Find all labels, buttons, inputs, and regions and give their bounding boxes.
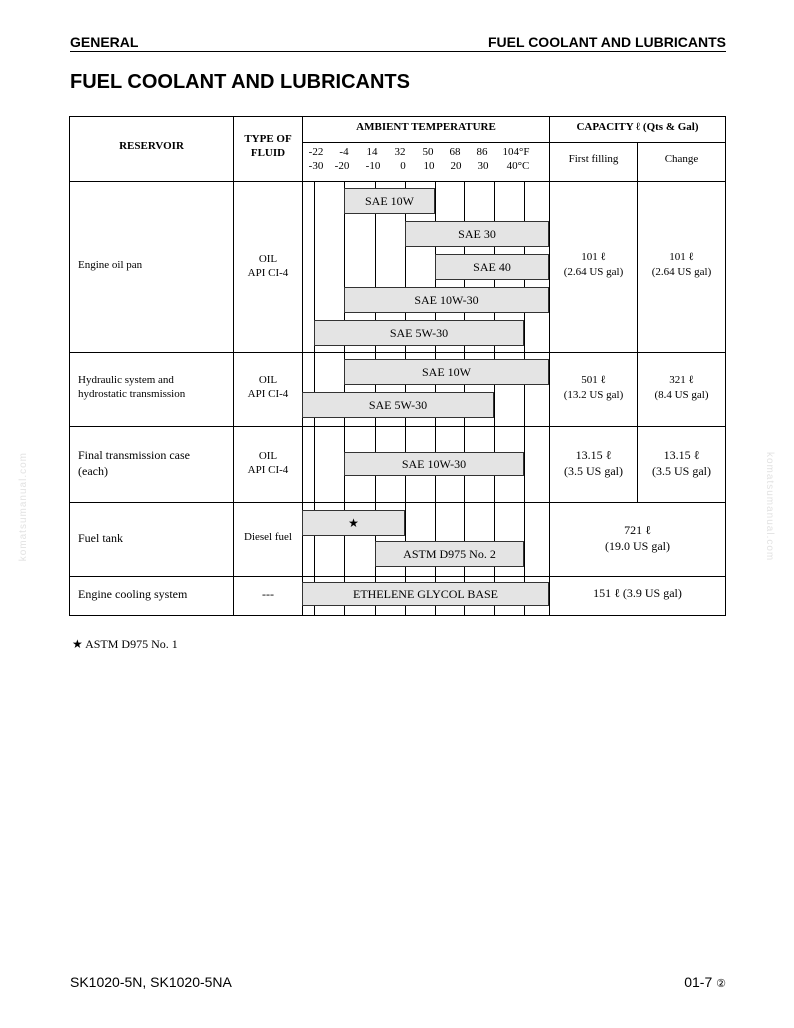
row-hydraulic-fluid: OIL — [258, 374, 278, 386]
header-section: GENERAL — [70, 34, 139, 50]
watermark-left: komatsumanual.com — [18, 452, 29, 562]
bar-sae-40: SAE 40 — [435, 254, 549, 280]
temp-c-tick: -30 — [308, 160, 324, 172]
footer-page — [684, 974, 726, 990]
footnote: ★ ASTM D975 No. 1 — [72, 637, 178, 651]
row-fuel-tank-capacity: 721 ℓ — [624, 523, 651, 537]
row-hydraulic-reservoir-2: hydrostatic transmission — [78, 388, 186, 400]
bar-sae-10w: SAE 10W — [344, 359, 549, 385]
col-ambient: AMBIENT TEMPERATURE — [356, 121, 496, 133]
temp-c-tick: -10 — [365, 160, 381, 172]
row-engine-oil-pan-first-gal: (2.64 US gal) — [563, 266, 624, 278]
col-type-line1: TYPE OF — [244, 133, 292, 145]
page-header — [70, 34, 726, 52]
row-hydraulic-change-gal: (8.4 US gal) — [654, 389, 709, 401]
watermark-right: komatsumanual.com — [764, 452, 775, 562]
temp-f-tick: 14 — [366, 146, 378, 158]
bar-sae-10w-30: SAE 10W-30 — [344, 287, 549, 313]
row-engine-oil-pan-first: 101 ℓ — [581, 251, 606, 263]
temp-c-tick: -20 — [334, 160, 350, 172]
bar-astm-no1-star: ★ — [302, 510, 405, 536]
row-final-transmission-change-gal: (3.5 US gal) — [652, 464, 711, 478]
row-final-transmission-reservoir-2: (each) — [78, 464, 108, 478]
row-engine-cooling-reservoir: Engine cooling system — [78, 587, 188, 601]
row-fuel-tank-fluid: Diesel fuel — [244, 531, 292, 543]
footer-page-number: 01-7 — [684, 974, 713, 990]
col-capacity: CAPACITY ℓ (Qts & Gal) — [576, 121, 699, 133]
row-engine-oil-pan-change: 101 ℓ — [669, 251, 694, 263]
temp-f-tick: -4 — [339, 146, 349, 158]
temp-c-tick: 0 — [400, 160, 406, 172]
row-hydraulic-first: 501 ℓ — [581, 374, 606, 386]
bar-sae-10w-30: SAE 10W-30 — [344, 452, 524, 476]
row-engine-cooling-fluid: --- — [262, 587, 274, 601]
row-final-transmission-reservoir: Final transmission case — [78, 448, 190, 462]
temp-f-tick: 104°F — [502, 146, 530, 158]
col-reservoir: RESERVOIR — [119, 140, 184, 152]
col-first-filling: First filling — [568, 153, 619, 165]
bar-ethelene-glycol-base: ETHELENE GLYCOL BASE — [302, 582, 549, 606]
row-hydraulic-fluid-spec: API CI-4 — [247, 388, 289, 400]
row-engine-oil-pan-reservoir: Engine oil pan — [78, 259, 143, 271]
bar-sae-30: SAE 30 — [405, 221, 549, 247]
row-fuel-tank-reservoir: Fuel tank — [78, 531, 123, 545]
temp-c-tick: 40°C — [506, 160, 530, 172]
row-hydraulic-change: 321 ℓ — [669, 374, 694, 386]
temp-c-tick: 20 — [450, 160, 462, 172]
page-title: FUEL COOLANT AND LUBRICANTS — [70, 71, 410, 93]
bar-sae-10w: SAE 10W — [344, 188, 435, 214]
bar-astm-d975-no2: ASTM D975 No. 2 — [375, 541, 524, 567]
row-final-transmission-fluid-spec: API CI-4 — [247, 464, 289, 476]
bar-sae-5w-30: SAE 5W-30 — [302, 392, 494, 418]
col-change: Change — [664, 153, 699, 165]
row-hydraulic-first-gal: (13.2 US gal) — [563, 389, 624, 401]
row-final-transmission-first-gal: (3.5 US gal) — [564, 464, 623, 478]
row-engine-cooling-capacity: 151 ℓ (3.9 US gal) — [593, 586, 682, 600]
header-chapter: FUEL COOLANT AND LUBRICANTS — [488, 34, 726, 50]
footer-revision: ② — [716, 978, 726, 990]
row-engine-oil-pan-fluid-spec: API CI-4 — [247, 267, 289, 279]
temp-c-tick: 30 — [477, 160, 489, 172]
temp-f-tick: 50 — [422, 146, 434, 158]
row-final-transmission-change: 13.15 ℓ — [663, 448, 700, 462]
row-hydraulic-reservoir: Hydraulic system and — [78, 374, 174, 386]
row-final-transmission-first: 13.15 ℓ — [575, 448, 612, 462]
row-final-transmission-fluid: OIL — [258, 450, 278, 462]
temp-f-tick: 68 — [449, 146, 461, 158]
temp-f-tick: 86 — [476, 146, 488, 158]
row-engine-oil-pan-change-gal: (2.64 US gal) — [651, 266, 712, 278]
col-type-line2: FLUID — [250, 147, 286, 159]
temp-f-tick: 32 — [394, 146, 406, 158]
bar-sae-5w-30: SAE 5W-30 — [314, 320, 524, 346]
temp-c-tick: 10 — [423, 160, 435, 172]
row-fuel-tank-capacity-gal: (19.0 US gal) — [605, 539, 670, 553]
row-engine-oil-pan-fluid: OIL — [258, 253, 278, 265]
temp-f-tick: -22 — [308, 146, 324, 158]
footer-model: SK1020-5N, SK1020-5NA — [70, 974, 232, 990]
